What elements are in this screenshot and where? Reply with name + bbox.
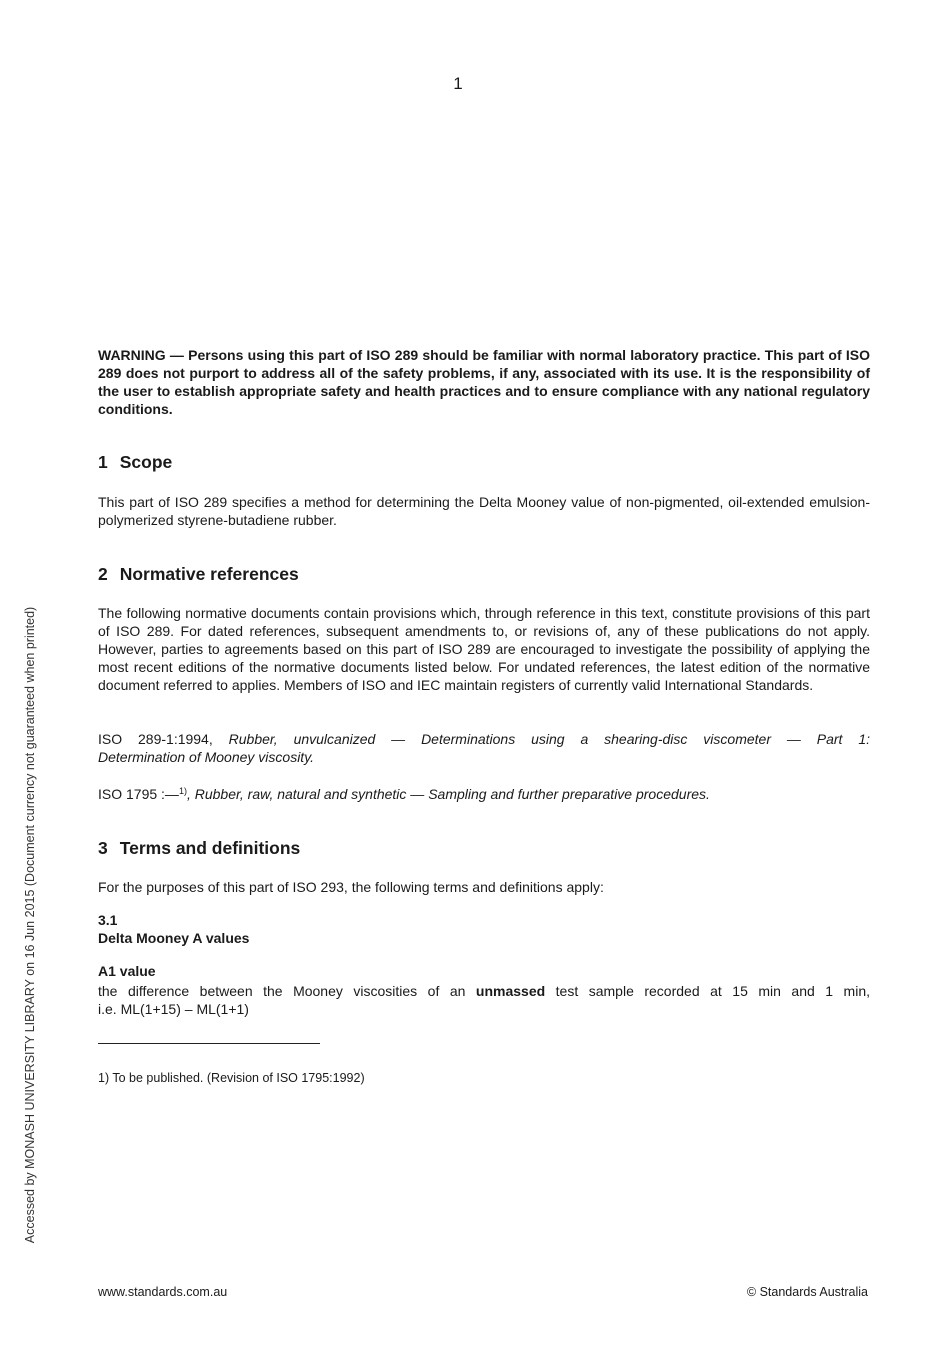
section-1-heading (98, 452, 172, 473)
access-watermark: Accessed by MONASH UNIVERSITY LIBRARY on 16 Jun 2015 (Document currency not guaranteed when printed) (23, 606, 37, 1244)
scope-paragraph: This part of ISO 289 specifies a method for determining the Delta Mooney value of non-pigmented, oil-extended emulsion-polymerized styrene-butadiene rubber. (98, 494, 870, 528)
definition-formula: i.e. ML(1+15) – ML(1+1) (98, 1001, 249, 1017)
term-definition (98, 982, 870, 1018)
subterm-title: A1 value (98, 963, 156, 979)
reference-title: , Rubber, raw, natural and synthetic — Sampling and further preparative procedures. (186, 786, 710, 802)
reference-title-continued: Determination of Mooney viscosity. (98, 749, 315, 765)
section-title: Normative references (119, 564, 299, 584)
footer-copyright: © Standards Australia (746, 1285, 868, 1299)
definition-text: the difference between the Mooney viscosities of an (98, 983, 476, 999)
footnote-marker: 1) (178, 786, 187, 796)
reference-iso-289-1 (98, 730, 870, 766)
reference-code: ISO 1795 :— (98, 786, 179, 802)
section-number: 1 (98, 452, 108, 472)
reference-line (98, 730, 870, 748)
footnote: 1) To be published. (Revision of ISO 1795:1992) (98, 1071, 365, 1085)
definition-emphasis: unmassed (475, 983, 546, 999)
warning-notice: WARNING — Persons using this part of ISO 289 should be familiar with normal laboratory practice. This part of ISO 289 does not purport to address all of the safety problems, if any, associated with its use. It is the responsibility of the user to establish appropriate safety and health practices and to ensure compliance with any national regulatory conditions. (98, 347, 870, 417)
section-3-heading (98, 838, 300, 859)
term-title: Delta Mooney A values (98, 930, 250, 946)
terms-intro: For the purposes of this part of ISO 293, the following terms and definitions apply: (98, 879, 604, 895)
footnote-divider (98, 1043, 320, 1044)
normative-paragraph: The following normative documents contain provisions which, through reference in this text, constitute provisions of this part of ISO 289. For dated references, subsequent amendments to, or revisions of, any of these publications do not apply. However, parties to agreements based on this part of ISO 289 are encouraged to investigate the possibility of applying the most recent editions of the normative documents listed below. For undated references, the latest edition of the normative document referred to applies. Members of ISO and IEC maintain registers of currently valid International Standards. (98, 605, 870, 693)
section-title: Scope (119, 452, 173, 472)
definition-line (98, 982, 870, 1000)
term-number: 3.1 (98, 912, 118, 928)
reference-iso-1795 (98, 785, 870, 803)
reference-code: ISO 289-1:1994, (98, 731, 213, 747)
section-title: Terms and definitions (119, 838, 301, 858)
section-number: 2 (98, 564, 108, 584)
footer-website: www.standards.com.au (98, 1285, 228, 1299)
section-2-heading (98, 564, 299, 585)
reference-title: Rubber, unvulcanized — Determinations using a shearing-disc viscometer — Part 1: (228, 731, 870, 747)
page-number: 1 (453, 74, 463, 93)
definition-text: test sample recorded at 15 min and 1 min, (545, 983, 870, 999)
section-number: 3 (98, 838, 108, 858)
